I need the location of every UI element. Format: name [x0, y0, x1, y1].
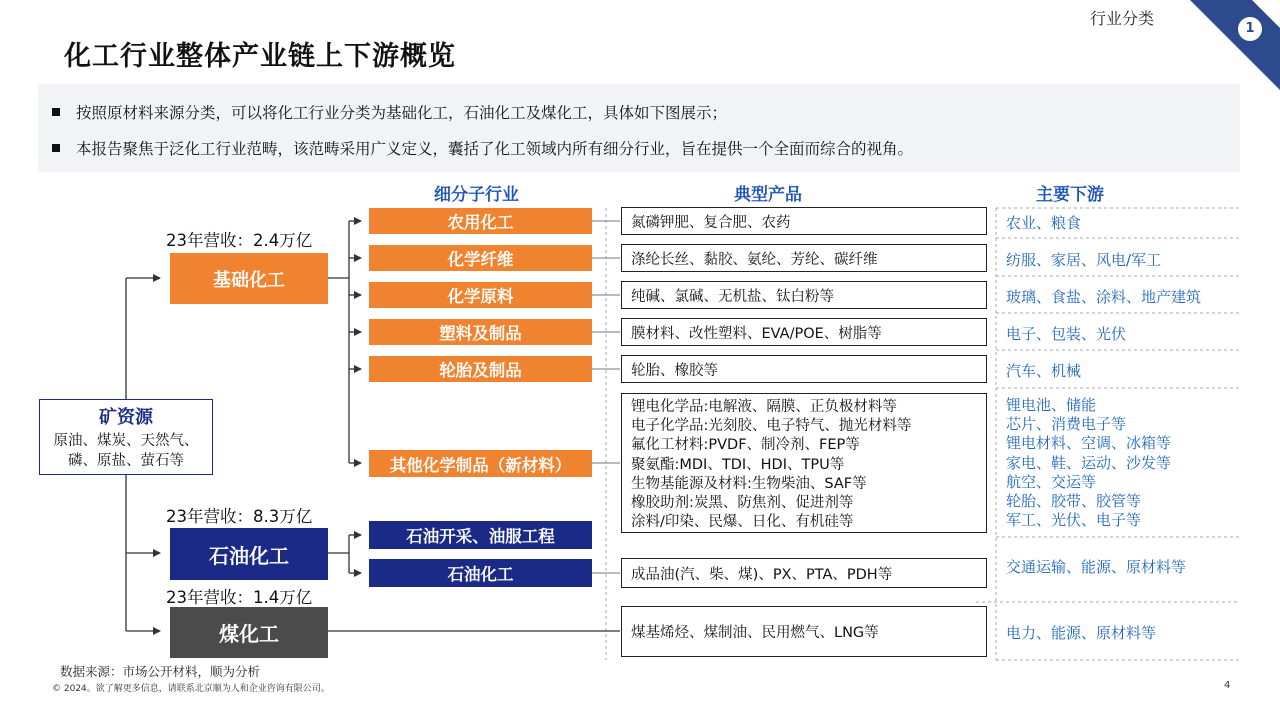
product-new-materials-line: 涂料/印染、民爆、日化、有机硅等	[631, 514, 854, 531]
downstream-new-materials-line: 轮胎、胶带、胶管等	[1006, 492, 1142, 511]
column-header-downstream: 主要下游	[1036, 185, 1104, 205]
product-new-materials-line: 锂电化学品:电解液、隔膜、正负极材料等	[631, 399, 897, 415]
intro-bullet-2: 本报告聚焦于泛化工行业范畴，该范畴采用广义定义，囊括了化工领域内所有细分行业，旨在提供一个全面而综合的视角。	[52, 137, 913, 159]
product-new-materials-line: 电子化学品:光刻胶、电子特气、抛光材料等	[631, 418, 912, 435]
product-agrochemical: 氮磷钾肥、复合肥、农药	[621, 207, 987, 235]
mineral-title: 矿资源	[99, 407, 153, 428]
intro-bullet-1: 按照原材料来源分类，可以将化工行业分类为基础化工，石油化工及煤化工，具体如下图展示；	[52, 101, 727, 123]
downstream-new-materials-line: 家电、鞋、运动、沙发等	[1006, 453, 1172, 472]
downstream-agrochemical: 农业、粮食	[1006, 214, 1082, 232]
downstream-new-materials-line: 锂电材料、空调、冰箱等	[1006, 434, 1172, 453]
product-new-materials-line: 氟化工材料:PVDF、制冷剂、FEP等	[631, 437, 860, 454]
revenue-coal: 23年营收：1.4万亿	[166, 588, 313, 607]
downstream-new-materials-line: 芯片、消费电子等	[1006, 415, 1127, 434]
sub-industry-oil-extraction: 石油开采、油服工程	[369, 521, 592, 549]
page-title: 化工行业整体产业链上下游概览	[64, 41, 456, 72]
page-number: 4	[1224, 680, 1231, 691]
downstream-tires: 汽车、机械	[1006, 362, 1082, 380]
revenue-petro: 23年营收：8.3万亿	[166, 507, 313, 526]
product-chemical-raw: 纯碱、氯碱、无机盐、钛白粉等	[621, 281, 987, 309]
product-new-materials-line: 聚氨酯:MDI、TDI、HDI、TPU等	[631, 456, 845, 473]
mineral-line-2: 磷、原盐、萤石等	[68, 453, 184, 469]
product-petrochemical: 成品油(汽、柴、煤)、PX、PTA、PDH等	[621, 558, 987, 588]
downstream-petrochemical: 交通运输、能源、原材料等	[1006, 558, 1187, 576]
category-label: 行业分类	[1090, 9, 1155, 28]
sub-industry-plastics: 塑料及制品	[369, 319, 592, 345]
product-plastics: 膜材料、改性塑料、EVA/POE、树脂等	[621, 318, 987, 346]
sub-industry-petrochemical: 石油化工	[369, 559, 592, 587]
downstream-plastics: 电子、包装、光伏	[1006, 325, 1127, 343]
product-coal-chemical: 煤基烯烃、煤制油、民用燃气、LNG等	[621, 606, 987, 657]
downstream-new-materials	[1006, 396, 1171, 530]
mineral-line-1: 原油、煤炭、天然气、	[53, 433, 199, 449]
column-header-sub-industry: 细分子行业	[434, 185, 519, 205]
downstream-new-materials-line: 军工、光伏、电子等	[1006, 511, 1142, 530]
revenue-basic: 23年营收：2.4万亿	[166, 231, 313, 250]
page-badge: 1	[1238, 17, 1262, 41]
sub-industry-tires: 轮胎及制品	[369, 356, 592, 382]
product-tires: 轮胎、橡胶等	[621, 355, 987, 383]
downstream-chemical-fiber: 纺服、家居、风电/军工	[1006, 251, 1162, 269]
copyright: © 2024。欲了解更多信息，请联系北京顺为人和企业咨询有限公司。	[52, 684, 330, 694]
sub-industry-chemical-fiber: 化学纤维	[369, 245, 592, 271]
sub-industry-agrochemical: 农用化工	[369, 208, 592, 234]
category-coal-chemical: 煤化工	[170, 607, 328, 658]
category-petrochemical: 石油化工	[170, 528, 328, 580]
product-new-materials-line: 橡胶助剂:炭黑、防焦剂、促进剂等	[631, 495, 854, 512]
downstream-coal-chemical: 电力、能源、原材料等	[1006, 624, 1157, 642]
mineral-resources-box	[39, 399, 213, 475]
sub-industry-new-materials: 其他化学制品（新材料）	[369, 450, 592, 477]
product-chemical-fiber: 涤纶长丝、黏胶、氨纶、芳纶、碳纤维	[621, 244, 987, 272]
product-new-materials	[621, 393, 987, 533]
product-new-materials-line: 生物基能源及材料:生物柴油、SAF等	[631, 475, 867, 492]
data-source: 数据来源：市场公开材料，顺为分析	[60, 664, 261, 679]
column-header-products: 典型产品	[734, 185, 802, 205]
downstream-chemical-raw: 玻璃、食盐、涂料、地产建筑	[1006, 288, 1202, 306]
downstream-new-materials-line: 航空、交运等	[1006, 472, 1097, 491]
downstream-new-materials-line: 锂电池、储能	[1006, 396, 1097, 414]
category-basic-chemical: 基础化工	[170, 253, 328, 304]
sub-industry-chemical-raw: 化学原料	[369, 282, 592, 308]
